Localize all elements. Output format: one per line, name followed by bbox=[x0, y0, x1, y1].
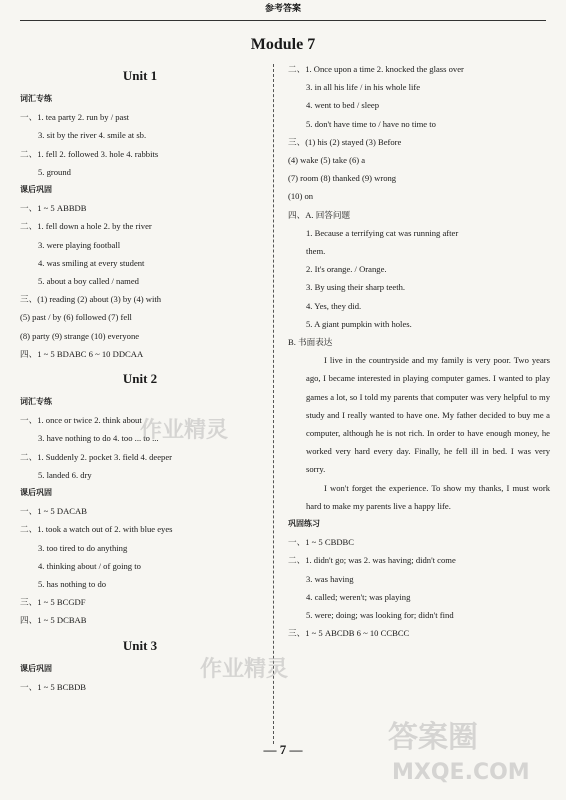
answer-line: 1. Because a terrifying cat was running after bbox=[306, 227, 459, 238]
unit-title: Unit 2 bbox=[122, 371, 158, 387]
answer-line: 5. were; doing; was looking for; didn't find bbox=[306, 610, 454, 621]
answer-line: 一、1. tea party 2. run by / past bbox=[20, 112, 130, 123]
answer-line: 5. ground bbox=[38, 166, 71, 177]
page-header: 参考答案 bbox=[264, 4, 301, 14]
answer-line: 3. were playing football bbox=[38, 239, 121, 250]
answer-line: 4. went to bed / sleep bbox=[306, 100, 380, 111]
answer-line: 4. called; weren't; was playing bbox=[306, 591, 411, 602]
answer-line: 4. Yes, they did. bbox=[306, 300, 362, 311]
answer-line: (4) wake (5) take (6) a bbox=[288, 155, 366, 166]
answer-line: 3. too tired to do anything bbox=[38, 542, 128, 553]
section-heading: 词汇专练 bbox=[20, 397, 52, 407]
section-heading: 课后巩固 bbox=[20, 663, 52, 673]
answer-line: 二、1. took a watch out of 2. with blue eyes bbox=[20, 524, 173, 535]
answer-line: 一、1. once or twice 2. think about bbox=[20, 415, 142, 426]
answer-line: 5. landed 6. dry bbox=[38, 469, 92, 480]
answer-line: B. 书面表达 bbox=[288, 337, 333, 348]
answer-line: 二、1. Suddenly 2. pocket 3. field 4. deeper bbox=[20, 451, 173, 462]
answer-line: (7) room (8) thanked (9) wrong bbox=[288, 173, 397, 184]
answer-line: 二、1. Once upon a time 2. knocked the glass over bbox=[288, 64, 464, 74]
page-number: — 7 — bbox=[263, 742, 303, 757]
answer-line: 3. in all his life / in his whole life bbox=[306, 82, 421, 93]
watermark: 作业精灵 bbox=[200, 657, 289, 682]
essay-paragraph: I live in the countryside and my family is very poor. Two years ago, I became interested in playing computer games. I wanted to play games a lot, so I told my parents that computer was very helpful to my study and I really wanted to have one. My father decided to buy me a computer, although he is not rich. In order to have enough money, he worked very hard every day. Finally, he fell ill in bed. I was very sorry. bbox=[306, 355, 550, 475]
answer-line: 二、1. fell down a hole 2. by the river bbox=[20, 221, 152, 232]
answer-line: 四、A. 回答问题 bbox=[288, 209, 351, 220]
watermark: 作业精灵 bbox=[140, 418, 229, 443]
answer-line: 一、1 ~ 5 CBDBC bbox=[288, 537, 355, 548]
answer-line: 3. have nothing to do 4. too ... to ... bbox=[38, 433, 159, 444]
answer-line: 3. was having bbox=[306, 573, 354, 584]
answer-line: 2. It's orange. / Orange. bbox=[306, 264, 387, 275]
answer-line: them. bbox=[306, 246, 326, 257]
section-heading: 词汇专练 bbox=[20, 94, 52, 103]
section-heading: 课后巩固 bbox=[20, 488, 52, 498]
answer-line: 4. was smiling at every student bbox=[38, 257, 145, 268]
answer-line: 一、1 ~ 5 DACAB bbox=[20, 506, 87, 517]
answer-line: 二、1. didn't go; was 2. was having; didn't come bbox=[288, 555, 456, 566]
section-heading: 课后巩固 bbox=[20, 185, 52, 195]
answer-line: 三、1 ~ 5 ABCDB 6 ~ 10 CCBCC bbox=[288, 628, 410, 639]
answer-line: (5) past / by (6) followed (7) fell bbox=[20, 312, 132, 323]
watermark: 答案圈 bbox=[388, 720, 478, 755]
essay-block bbox=[288, 479, 550, 515]
answer-line: 二、1. fell 2. followed 3. hole 4. rabbits bbox=[20, 148, 159, 159]
answer-line: 四、1 ~ 5 DCBAB bbox=[20, 615, 87, 626]
answer-line: 三、(1) reading (2) about (3) by (4) with bbox=[20, 294, 162, 305]
column-divider bbox=[273, 64, 274, 744]
unit-title: Unit 3 bbox=[122, 637, 158, 653]
answer-line: 3. sit by the river 4. smile at sb. bbox=[38, 130, 147, 141]
watermark: MXQE.COM bbox=[392, 760, 530, 785]
left-column bbox=[20, 60, 260, 696]
answer-line: 5. has nothing to do bbox=[38, 579, 107, 590]
section-heading: 巩固练习 bbox=[288, 519, 320, 529]
answer-line: (10) on bbox=[288, 191, 314, 202]
answer-line: 3. By using their sharp teeth. bbox=[306, 282, 406, 293]
page-title: Module 7 bbox=[250, 36, 316, 53]
header-rule bbox=[20, 20, 546, 21]
answer-line: 一、1 ~ 5 BCBDB bbox=[20, 681, 87, 692]
essay-paragraph: I won't forget the experience. To show my thanks, I must work hard to make my parents live a happy life. bbox=[306, 482, 550, 511]
answer-line: (8) party (9) strange (10) everyone bbox=[20, 330, 140, 341]
right-column bbox=[288, 60, 550, 643]
answer-line: 5. A giant pumpkin with holes. bbox=[306, 318, 412, 329]
answer-line: 5. about a boy called / named bbox=[38, 276, 139, 287]
answer-line: 5. don't have time to / have no time to bbox=[306, 118, 436, 129]
answer-line: 三、(1) his (2) stayed (3) Before bbox=[288, 136, 402, 147]
essay-block bbox=[288, 351, 550, 478]
answer-line: 三、1 ~ 5 BCGDF bbox=[20, 597, 86, 608]
answer-line: 4. thinking about / of going to bbox=[38, 560, 141, 571]
unit-title: Unit 1 bbox=[122, 68, 158, 83]
answer-line: 一、1 ~ 5 ABBDB bbox=[20, 203, 87, 214]
answer-line: 四、1 ~ 5 BDABC 6 ~ 10 DDCAA bbox=[20, 348, 144, 359]
